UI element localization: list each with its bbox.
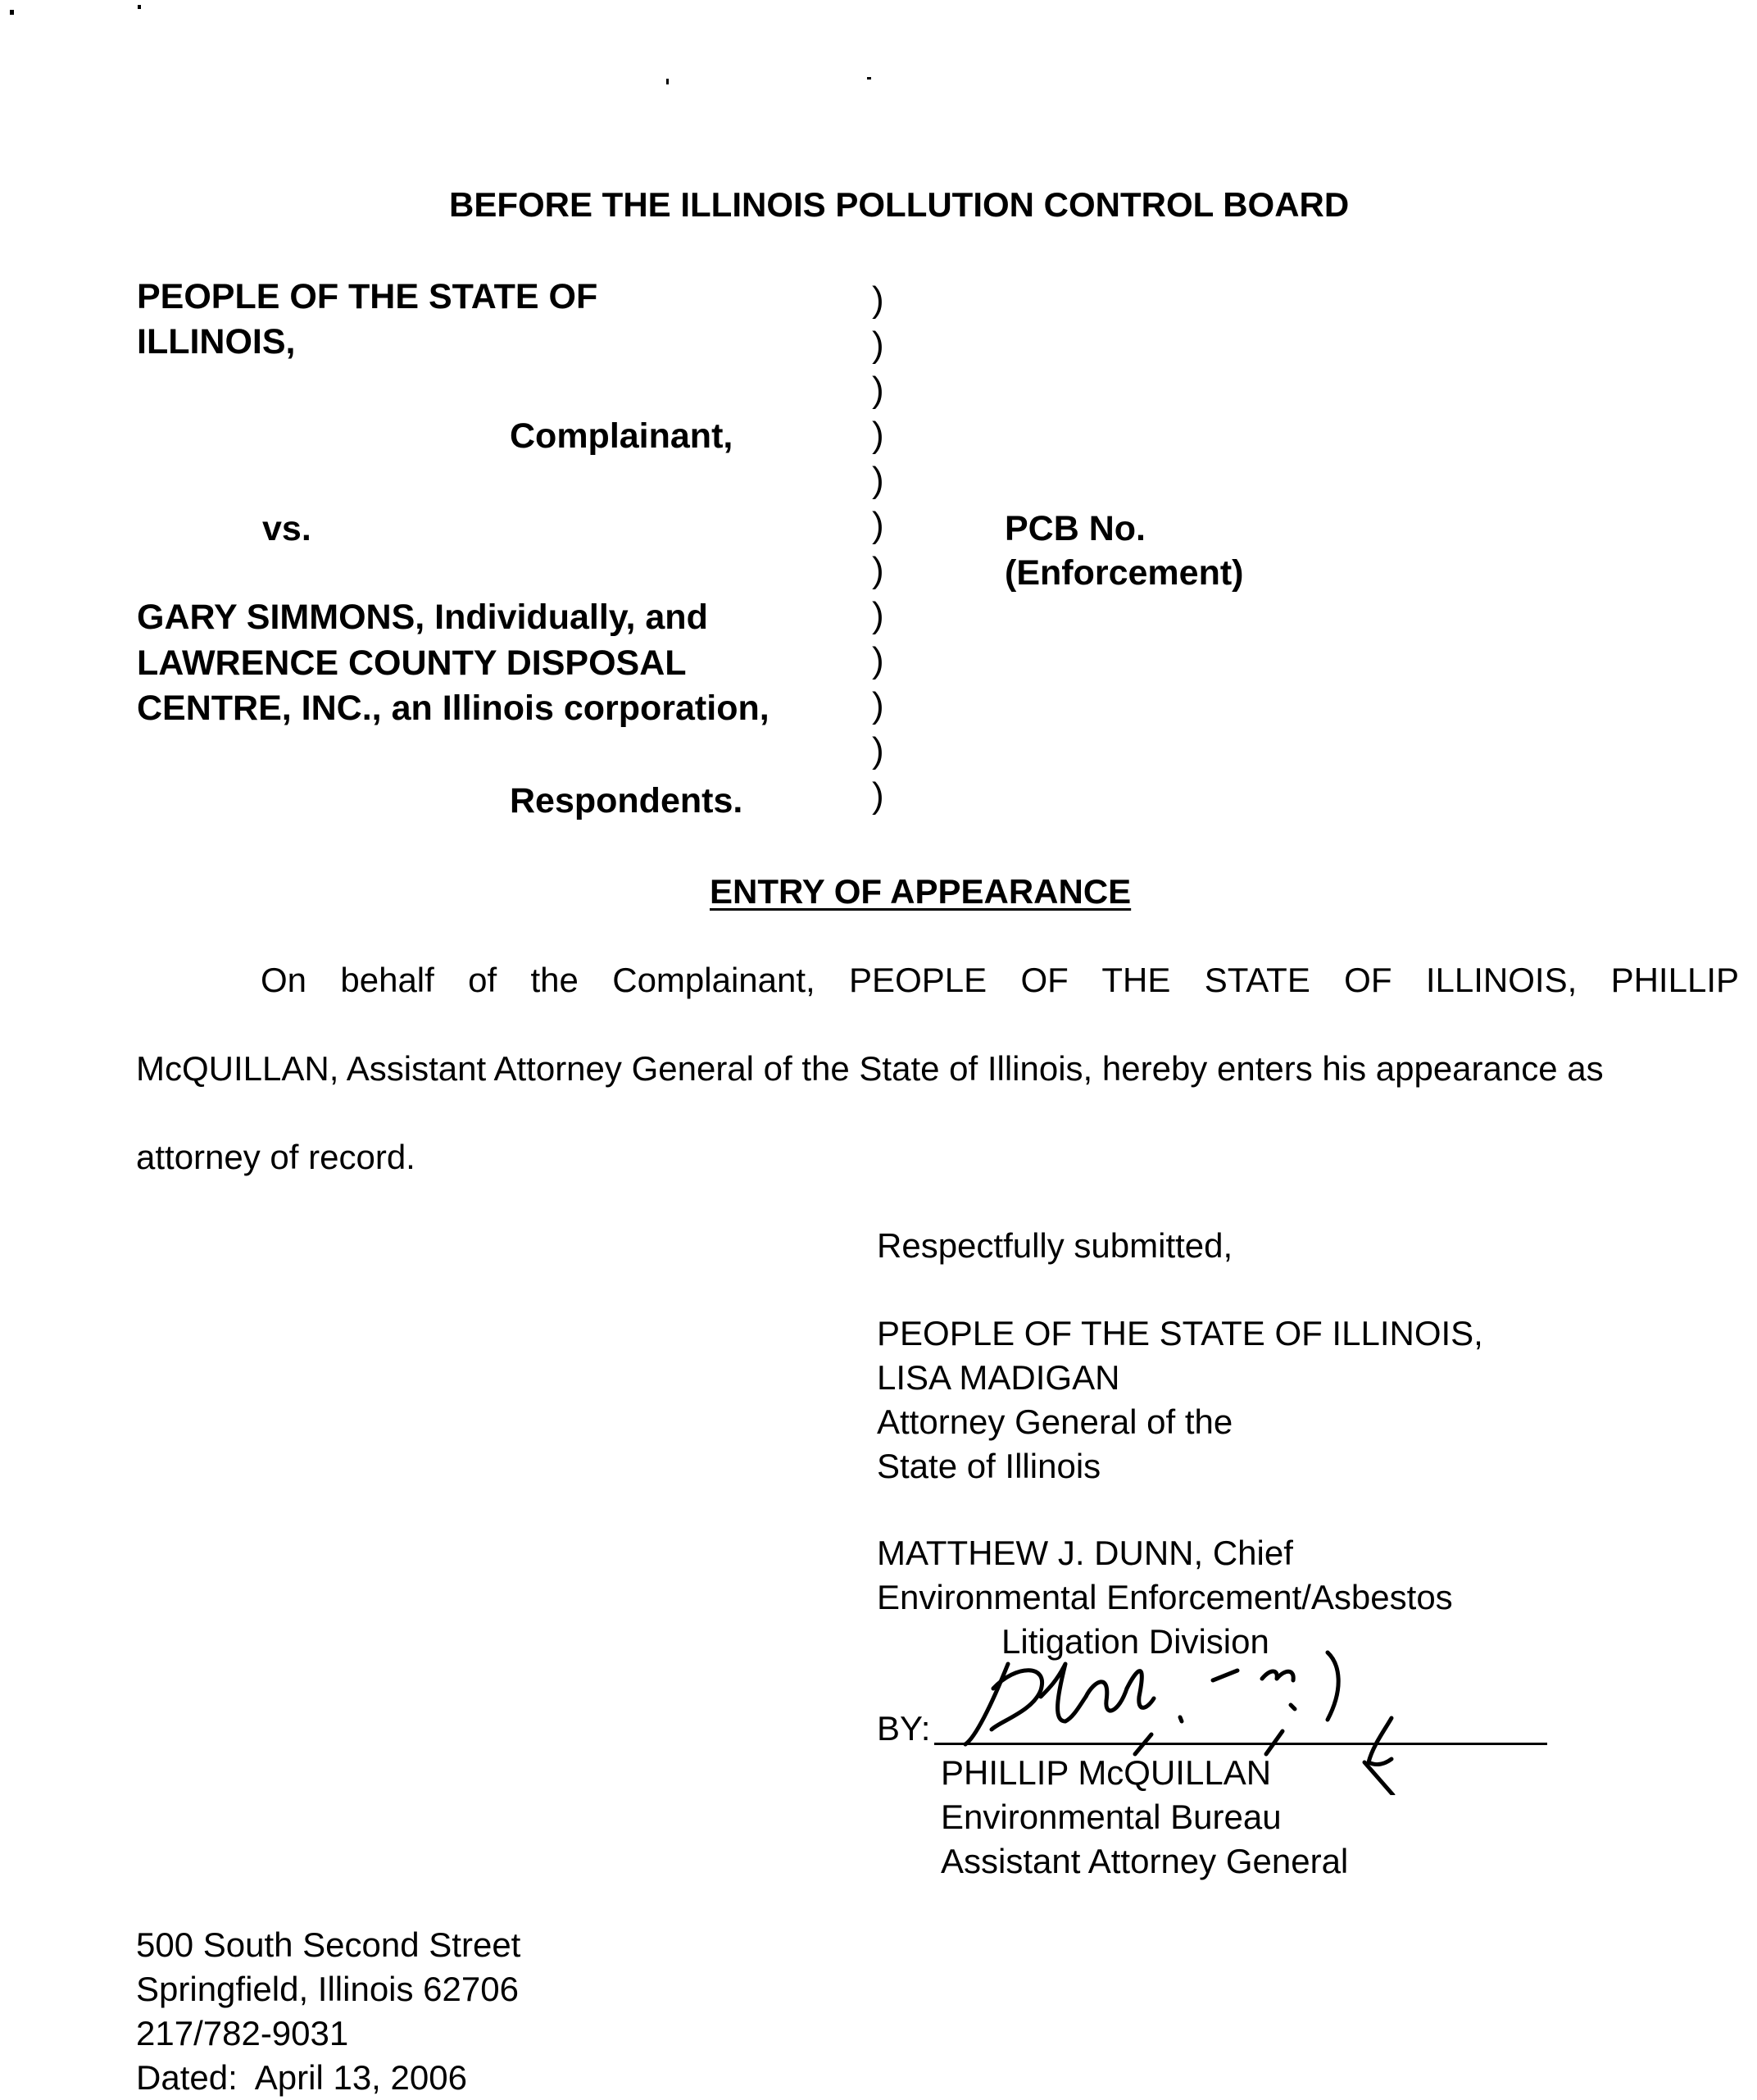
- division-chief-name: MATTHEW J. DUNN, Chief: [877, 1534, 1293, 1572]
- caption-paren: ): [872, 640, 884, 680]
- caption-parentheses: [872, 277, 884, 818]
- caption-paren: ): [872, 460, 884, 500]
- attorney-general-name: LISA MADIGAN: [877, 1358, 1120, 1397]
- caption-paren: ): [872, 415, 884, 455]
- case-number: PCB No.: [1005, 509, 1146, 548]
- caption-paren: ): [872, 370, 884, 410]
- caption-paren: ): [872, 280, 884, 320]
- address-city: Springfield, Illinois 62706: [136, 1970, 519, 2008]
- caption-respondents-role: Respondents.: [510, 781, 743, 820]
- date-line: Dated: April 13, 2006: [136, 2058, 467, 2097]
- address-street: 500 South Second Street: [136, 1925, 521, 1964]
- division-name-1: Environmental Enforcement/Asbestos: [877, 1578, 1453, 1616]
- board-heading: BEFORE THE ILLINOIS POLLUTION CONTROL BOARD: [449, 185, 1350, 224]
- attorney-general-title-1: Attorney General of the: [877, 1402, 1233, 1441]
- signer-name: PHILLIP McQUILLAN: [941, 1753, 1272, 1792]
- caption-party1-line1: PEOPLE OF THE STATE OF: [137, 277, 598, 316]
- body-line-2: McQUILLAN, Assistant Attorney General of the State of Illinois, hereby enters his appearance as: [136, 1049, 1604, 1088]
- scan-speck: [666, 79, 669, 84]
- signer-title: Assistant Attorney General: [941, 1842, 1349, 1880]
- attorney-general-title-2: State of Illinois: [877, 1447, 1101, 1485]
- document-title: ENTRY OF APPEARANCE: [710, 872, 1132, 911]
- address-phone: 217/782-9031: [136, 2014, 349, 2052]
- caption-party1-line2: ILLINOIS,: [137, 322, 296, 361]
- body-line-1: On behalf of the Complainant, PEOPLE OF THE STATE OF ILLINOIS, PHILLIP: [261, 961, 1739, 999]
- case-type: (Enforcement): [1005, 553, 1244, 593]
- caption-party2-line2: LAWRENCE COUNTY DISPOSAL: [137, 643, 687, 683]
- caption-paren: ): [872, 730, 884, 770]
- division-name-2: Litigation Division: [1001, 1622, 1269, 1661]
- caption-party2-line1: GARY SIMMONS, Individually, and: [137, 598, 708, 637]
- caption-party2-line3: CENTRE, INC., an Illinois corporation,: [137, 689, 770, 728]
- caption-paren: ): [872, 595, 884, 635]
- closing-people: PEOPLE OF THE STATE OF ILLINOIS,: [877, 1314, 1483, 1352]
- scan-speck: [10, 10, 14, 15]
- caption-paren: ): [872, 550, 884, 590]
- scan-speck: [867, 77, 871, 80]
- scan-speck: [138, 5, 141, 9]
- body-line-3: attorney of record.: [136, 1138, 415, 1176]
- caption-paren: ): [872, 685, 884, 725]
- caption-versus: vs.: [262, 509, 311, 548]
- signer-bureau: Environmental Bureau: [941, 1798, 1282, 1836]
- caption-paren: ): [872, 505, 884, 545]
- by-label: BY:: [877, 1709, 931, 1748]
- caption-complainant-role: Complainant,: [510, 416, 733, 456]
- caption-paren: ): [872, 775, 884, 816]
- caption-paren: ): [872, 325, 884, 365]
- respectfully-submitted: Respectfully submitted,: [877, 1226, 1233, 1265]
